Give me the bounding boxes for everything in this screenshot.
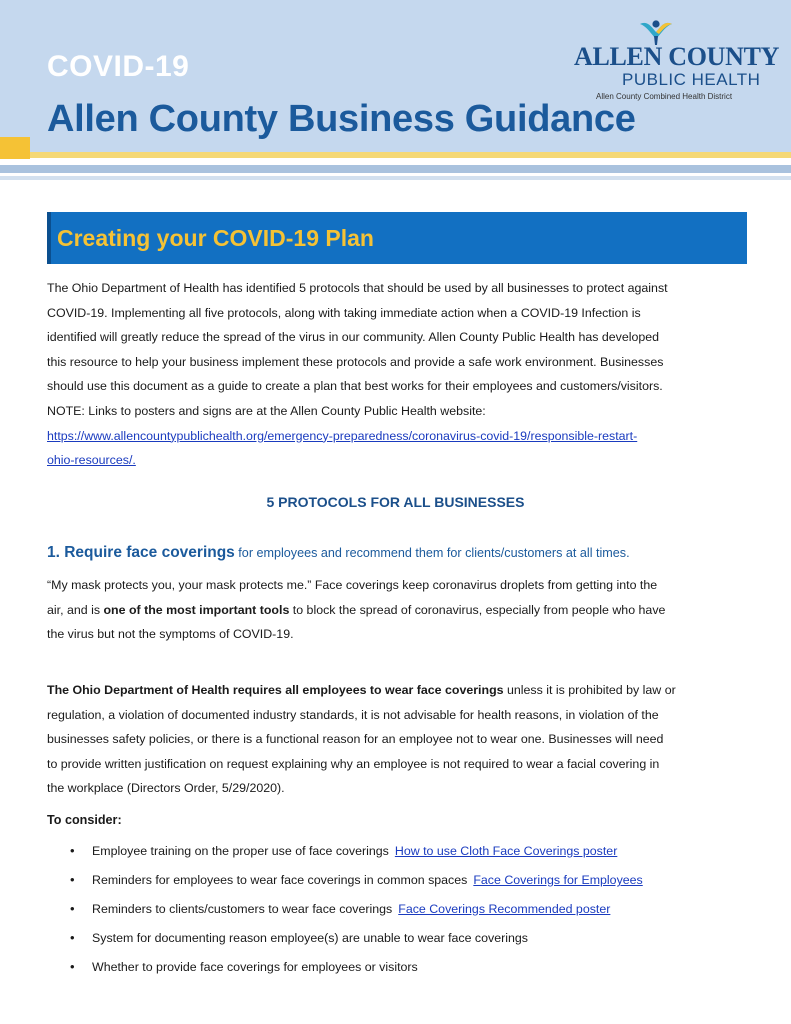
consider-list (70, 840, 760, 985)
list-item: • Whether to provide face coverings for employees or visitors (70, 956, 760, 985)
list-item: • Reminders to clients/customers to wear face coverings Face Coverings Recommended poster (70, 898, 760, 927)
odh-line: to provide written justification on request explaining why an employee is not required to wear a facial covering in (47, 756, 660, 771)
quote-line: air, and is one of the most important tools to block the spread of coronavirus, especially from people who have (47, 602, 666, 617)
logo-subtitle: PUBLIC HEALTH (622, 70, 761, 89)
list-item: • Reminders for employees to wear face coverings in common spaces Face Coverings for Employees (70, 869, 760, 898)
intro-line: should use this document as a guide to create a plan that best works for their employees and customers/visitors. (47, 379, 663, 394)
face-coverings-employees-link[interactable]: Face Coverings for Employees (473, 873, 643, 887)
logo-district: Allen County Combined Health District (596, 92, 733, 101)
protocol-1-heading (47, 544, 767, 562)
intro-line: The Ohio Department of Health has identified 5 protocols that should be used by all businesses to protect against (47, 281, 668, 295)
intro-line: this resource to help your business implement these protocols and provide a safe work environment. Businesses (47, 354, 664, 369)
protocol-1-title-rest: for employees and recommend them for clients/customers at all times. (234, 546, 630, 560)
banner-accent-tab (0, 137, 30, 159)
section-heading-bar (47, 212, 747, 264)
odh-line: the workplace (Directors Order, 5/29/2020). (47, 781, 285, 796)
mask-quote-paragraph (47, 573, 747, 647)
quote-line: the virus but not the symptoms of COVID-19. (47, 627, 294, 642)
odh-line: regulation, a violation of documented industry standards, it is not advisable for health reasons, in violation of the (47, 707, 659, 722)
banner-gold-stripe (30, 152, 791, 158)
protocol-1-title: 1. Require face coverings (47, 544, 235, 561)
intro-note: NOTE: Links to posters and signs are at the Allen County Public Health website: (47, 403, 486, 418)
intro-line: COVID-19. Implementing all five protocols, along with taking immediate action when a COVID-19 Infection is (47, 305, 641, 320)
resources-url-link-continued[interactable]: ohio-resources/. (47, 453, 136, 468)
intro-line: identified will greatly reduce the spread of the virus in our community. Allen County Public Health has developed (47, 330, 660, 345)
odh-emphasis: The Ohio Department of Health requires all employees to wear face coverings (47, 683, 504, 697)
list-item: • Employee training on the proper use of face coverings How to use Cloth Face Coverings poster (70, 840, 760, 869)
intro-paragraph (47, 276, 747, 473)
logo-wordmark: ALLEN COUNTY (574, 42, 780, 71)
to-consider-label: To consider: (47, 813, 122, 827)
section-heading: Creating your COVID-19 Plan (57, 225, 374, 251)
banner-light-stripe (0, 176, 791, 180)
page-title: Allen County Business Guidance (47, 98, 636, 140)
face-coverings-recommended-poster-link[interactable]: Face Coverings Recommended poster (398, 902, 611, 916)
odh-requirement-paragraph (47, 678, 747, 801)
quote-line: “My mask protects you, your mask protects me.” Face coverings keep coronavirus droplets from getting into the (47, 578, 658, 592)
banner-blue-stripe (0, 165, 791, 173)
allen-county-public-health-logo (574, 18, 779, 108)
list-item: • System for documenting reason employee(s) are unable to wear face coverings (70, 927, 760, 956)
odh-line: businesses safety policies, or there is a functional reason for an employee not to wear one. Businesses will need (47, 732, 664, 747)
protocols-heading: 5 PROTOCOLS FOR ALL BUSINESSES (266, 494, 525, 510)
odh-line: The Ohio Department of Health requires all employees to wear face coverings unless it is prohibited by law or (47, 683, 676, 697)
quote-emphasis: one of the most important tools (103, 602, 290, 617)
header-kicker: COVID-19 (47, 50, 190, 83)
resources-url-link[interactable]: https://www.allencountypublichealth.org/emergency-preparedness/coronavirus-covid-19/responsible-restart- (47, 428, 638, 443)
cloth-face-coverings-poster-link[interactable]: How to use Cloth Face Coverings poster (394, 844, 618, 858)
